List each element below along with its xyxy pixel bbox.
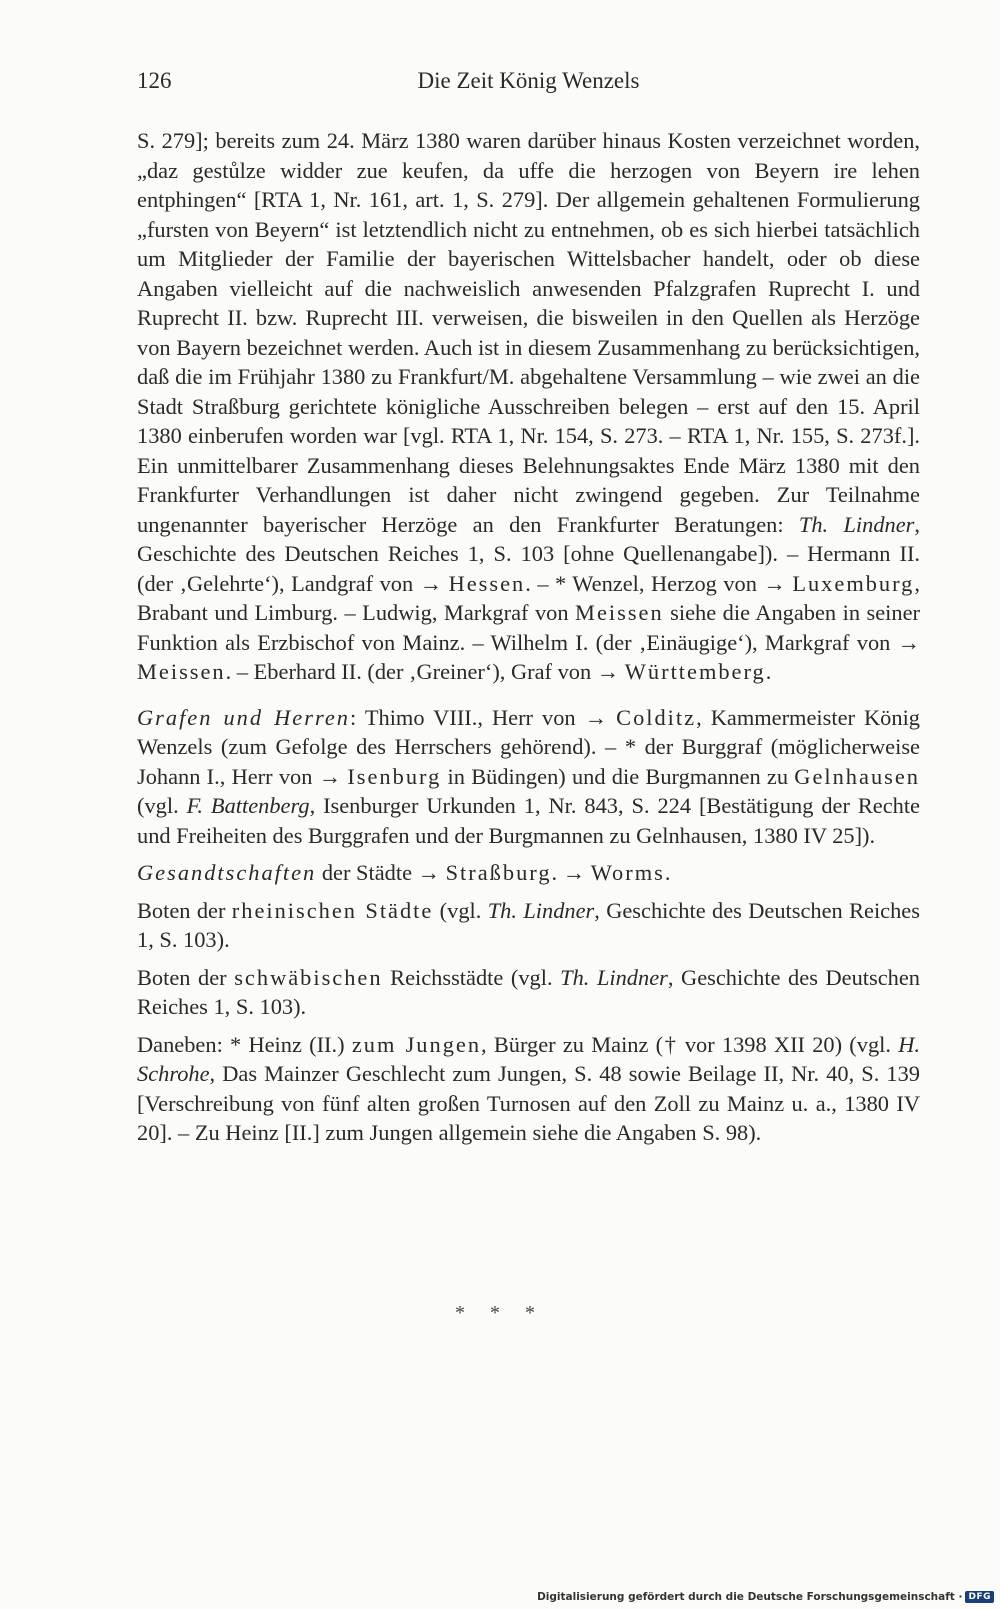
page-number: 126 bbox=[137, 68, 172, 93]
spaced-term-gelnhausen: Gelnhausen bbox=[794, 763, 920, 789]
section-separator: * * * bbox=[455, 1302, 545, 1324]
cross-reference-wuerttemberg[interactable]: Württemberg bbox=[624, 659, 766, 684]
paragraph-schwaebische-boten: Boten der schwäbischen Reichsstädte (vgl. Th. Lindner, Geschichte des Deutschen Reiches 1, S. 103). bbox=[137, 964, 920, 1019]
section-heading-grafen-und-herren: Grafen und Herren bbox=[137, 704, 350, 730]
author-reference: Th. Lindner bbox=[487, 897, 595, 923]
paragraph-rheinische-boten: Boten der rheinischen Städte (vgl. Th. Lindner, Geschichte des Deutschen Reiches 1, S. 103). bbox=[137, 897, 920, 952]
author-reference: Th. Lindner bbox=[560, 964, 668, 990]
spaced-term-schwaebisch: schwäbischen bbox=[234, 964, 383, 990]
cross-reference-worms[interactable]: Worms bbox=[590, 860, 665, 885]
spaced-term-meissen: Meissen bbox=[575, 600, 664, 625]
paragraph-gesandtschaften: Gesandtschaften der Städte → Straßburg. → Worms. bbox=[137, 860, 671, 885]
cross-reference-colditz[interactable]: Colditz bbox=[616, 704, 697, 730]
cross-reference-hessen[interactable]: Hessen bbox=[448, 570, 526, 596]
cross-reference-arrow: → bbox=[584, 704, 608, 730]
paragraph-daneben: Daneben: * Heinz (II.) zum Jungen, Bürger zu Mainz († vor 1398 XII 20) (vgl. H. Schrohe, Das Mainzer Geschlecht zum Jungen, S. 48 sowie Beilage II, Nr. 40, S. 139 [Verschreibung von fünf alten großen Turnosen auf den Zoll zu Mainz u. a., 1380 IV 20]. – Zu Heinz [II.] zum Jungen allgemein siehe die Angaben S. 98). bbox=[137, 1031, 920, 1145]
author-reference: F. Battenberg bbox=[186, 793, 310, 818]
spaced-term-zum-jungen: zum Jungen bbox=[351, 1031, 482, 1057]
cross-reference-arrow: → bbox=[419, 570, 443, 596]
page-header bbox=[137, 68, 920, 104]
author-reference: Th. Lindner bbox=[798, 511, 915, 537]
paragraph-bayern-entry: S. 279]; bereits zum 24. März 1380 waren darüber hinaus Kosten verzeichnet worden, „daz gestůlze widder zue keufen, da uffe die herzogen von Beyern ire lehen entphingen“ [RTA 1, Nr. 161, art. 1, S. 279]. Der allgemein gehaltenen Formulierung „fursten von Beyern“ ist letztendlich nicht zu entnehmen, ob es sich hierbei tatsächlich um Mitglieder der Familie der bayerischen Wittelsbacher handelt, oder ob diese Angaben vielleicht auf die nachweislich anwesenden Pfalzgrafen Ruprecht I. und Ruprecht II. bzw. Ruprecht III. verweisen, die bisweilen in den Quellen als Herzöge von Bayern bezeichnet werden. Auch ist in diesem Zusammenhang zu berücksichtigen, daß die im Frühjahr 1380 zu Frankfurt/M. abgehaltene Versammlung – wie zwei an die Stadt Straßburg gerichtete königliche Ausschreiben belegen – erst auf den 15. April 1380 einberufen worden war [vgl. RTA 1, Nr. 154, S. 273. – RTA 1, Nr. 155, S. 273f.]. Ein unmittelbarer Zusammenhang dieses Belehnungsaktes Ende März 1380 mit den Frankfurter Verhandlungen ist daher nicht zwingend gegeben. Zur Teilnahme ungenannter bayerischer Herzöge an den Frankfurter Beratungen: Th. Lindner, Geschichte des Deutschen Reiches 1, S. 103 [ohne Quellenangabe]). – Hermann II. (der ‚Gelehrte‘), Landgraf von → Hessen. – * Wenzel, Herzog von → Luxemburg, Brabant und Limburg. – Ludwig, Markgraf von Meissen siehe die Angaben in seiner Funktion als Erzbischof von Mainz. – Wilhelm I. (der ‚Einäugige‘), Markgraf von → Meissen. – Eberhard II. (der ‚Greiner‘), Graf von → Württemberg. bbox=[137, 128, 920, 684]
section-heading-gesandtschaften: Gesandtschaften bbox=[137, 860, 317, 885]
spaced-term-rheinische-staedte: rheinischen Städte bbox=[231, 897, 434, 923]
digitization-footer bbox=[537, 1591, 994, 1603]
footer-text: Digitalisierung gefördert durch die Deutsche Forschungsgemeinschaft · bbox=[537, 1591, 963, 1603]
paragraph-grafen-und-herren: Grafen und Herren: Thimo VIII., Herr von → Colditz, Kammermeister König Wenzels (zum Gefolge des Herrschers gehörend). – * der Burggraf (möglicherweise Johann I., Herr von → Isenburg in Büdingen) und die Burgmannen zu Gelnhausen (vgl. F. Battenberg, Isenburger Urkunden 1, Nr. 843, S. 224 [Bestätigung der Rechte und Freiheiten des Burggrafen und der Burgmannen zu Gelnhausen, 1380 IV 25]). bbox=[137, 704, 920, 848]
cross-reference-arrow: → bbox=[763, 570, 786, 596]
cross-reference-luxemburg[interactable]: Luxemburg bbox=[792, 570, 915, 596]
cross-reference-arrow: → bbox=[417, 860, 440, 885]
cross-reference-arrow: → bbox=[562, 860, 586, 885]
cross-reference-meissen[interactable]: Meissen bbox=[137, 659, 226, 684]
dfg-logo: DFG bbox=[965, 1591, 994, 1603]
body-text bbox=[137, 126, 920, 1156]
cross-reference-arrow: → bbox=[596, 659, 620, 684]
author-reference: H. Schrohe bbox=[137, 1031, 920, 1086]
cross-reference-strassburg[interactable]: Straßburg bbox=[445, 860, 552, 885]
cross-reference-arrow: → bbox=[318, 763, 342, 789]
cross-reference-isenburg[interactable]: Isenburg bbox=[347, 763, 442, 789]
running-title: Die Zeit König Wenzels bbox=[417, 68, 640, 93]
cross-reference-arrow: → bbox=[897, 629, 920, 655]
